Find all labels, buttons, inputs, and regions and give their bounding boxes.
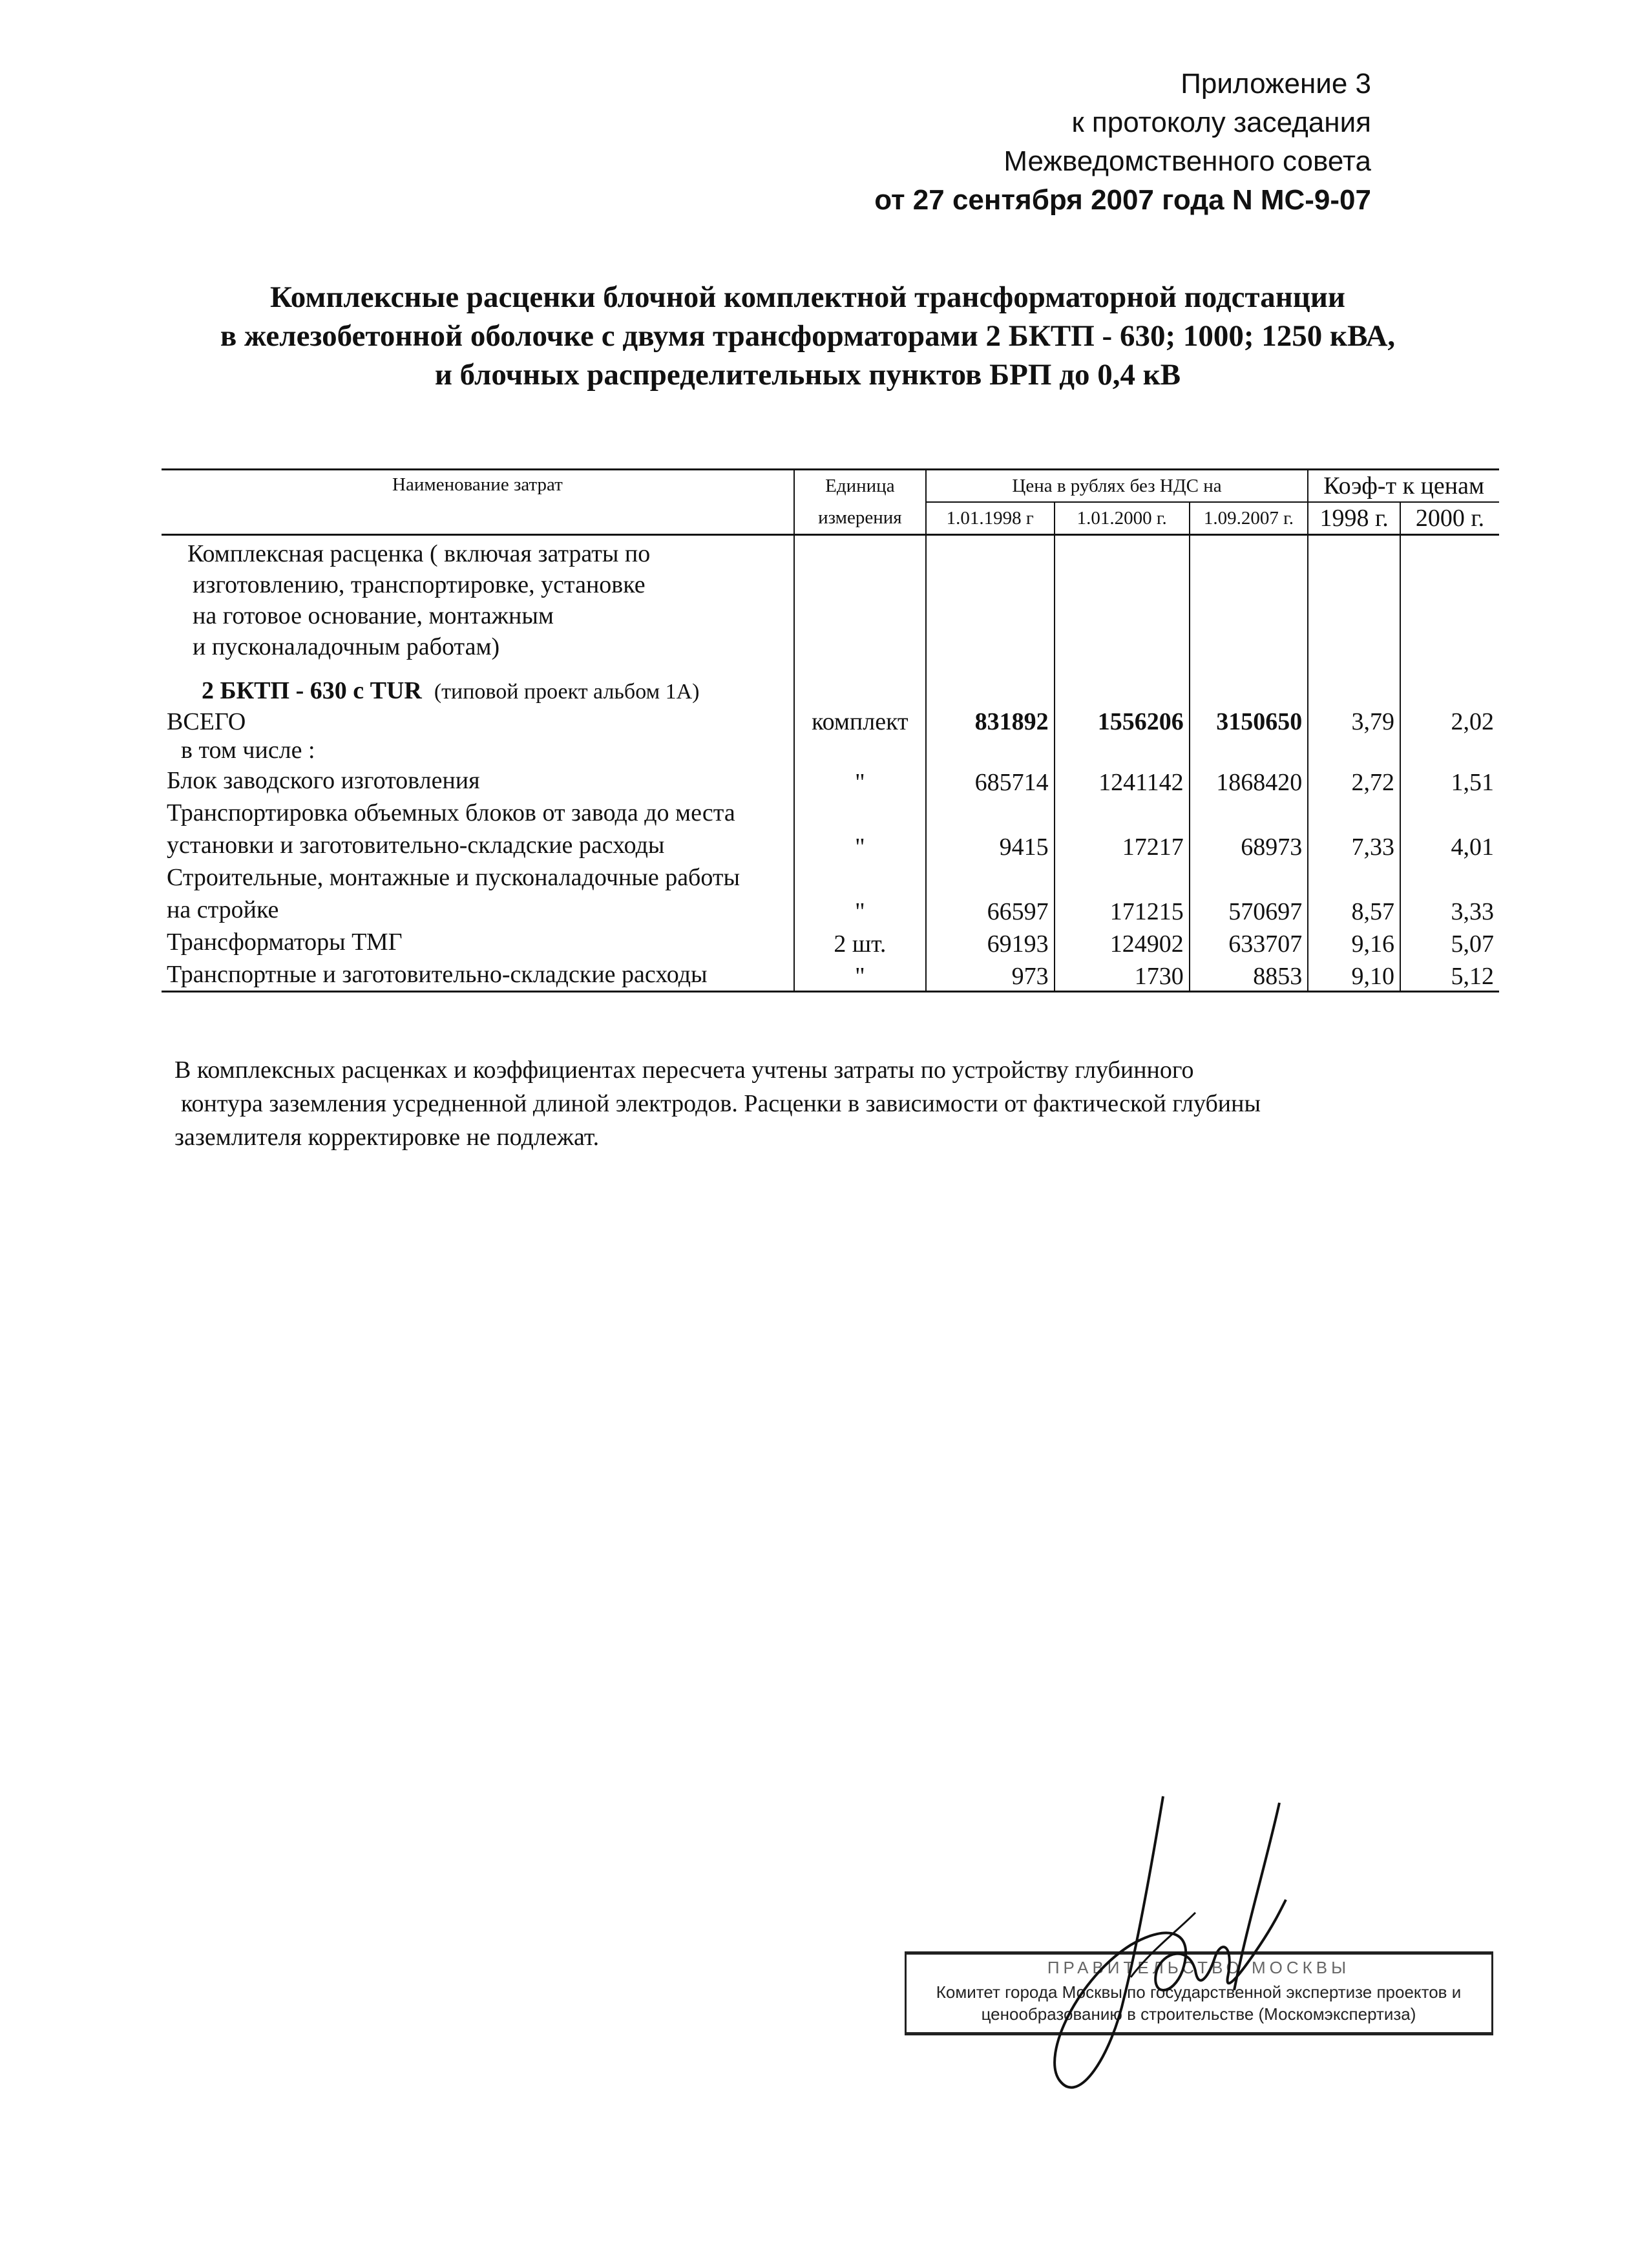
row-unit: 2 шт. <box>794 926 926 958</box>
row-name <box>162 958 794 992</box>
intro-row <box>162 535 1499 708</box>
total-k2000: 2,02 <box>1451 708 1494 735</box>
row-name-line: Строительные, монтажные и пусконаладочные работы <box>167 864 740 891</box>
row-name <box>162 797 794 861</box>
intro-line-1: Комплексная расценка ( включая затраты по <box>187 540 651 567</box>
row-p2007: 633707 <box>1190 926 1308 958</box>
col-name-header: Наименование затрат <box>162 470 794 535</box>
col-unit-header-2: измерения <box>794 502 926 535</box>
row-k1998: 7,33 <box>1308 797 1400 861</box>
table-row <box>162 926 1499 958</box>
row-name-line: Транспортные и заготовительно-складские расходы <box>167 961 708 988</box>
table-row <box>162 797 1499 861</box>
total-p1998: 831892 <box>926 708 1055 736</box>
row-p1998: 685714 <box>926 764 1055 797</box>
row-name <box>162 861 794 926</box>
col-coef-2000: 2000 г. <box>1415 505 1485 532</box>
row-name-line: на стройке <box>167 896 279 923</box>
row-p2000: 171215 <box>1055 861 1190 926</box>
row-k1998: 2,72 <box>1308 764 1400 797</box>
note-line-3: заземлителя корректировке не подлежат. <box>174 1124 600 1151</box>
col-date-2000: 1.01.2000 г. <box>1055 502 1190 535</box>
row-k2000: 3,33 <box>1451 898 1494 925</box>
col-date-1998: 1.01.1998 г <box>926 502 1055 535</box>
note-line-1: В комплексных расценках и коэффициентах пересчета учтены затраты по устройству глубинного <box>174 1056 1194 1084</box>
stamp-line-2: Комитет города Москвы по государственной экспертизе проектов и <box>936 1982 1462 2002</box>
col-price-header: Цена в рублях без НДС на <box>926 470 1308 503</box>
row-k2000: 5,12 <box>1451 963 1494 990</box>
handwritten-signature <box>1002 1783 1325 2119</box>
row-p2007: 570697 <box>1190 861 1308 926</box>
row-name-line: Транспортировка объемных блоков от завода до места <box>167 799 735 826</box>
col-coef-1998: 1998 г. <box>1308 502 1400 535</box>
including-label: в том числе : <box>162 736 794 764</box>
row-p2007: 8853 <box>1190 958 1308 992</box>
stamp-line-3: ценообразованию в строительстве (Москомэкспертиза) <box>981 2004 1416 2024</box>
row-p2000: 124902 <box>1055 926 1190 958</box>
table-row <box>162 958 1499 992</box>
title-line-3: и блочных распределительных пунктов БРП до 0,4 кВ <box>434 358 1181 392</box>
appendix-line-2: к протоколу заседания <box>1071 107 1371 138</box>
row-p2000: 1730 <box>1055 958 1190 992</box>
row-p1998: 973 <box>926 958 1055 992</box>
header-row-1 <box>162 470 1499 503</box>
row-name-line: Блок заводского изготовления <box>167 767 480 794</box>
stamp-line-1: ПРАВИТЕЛЬСТВО МОСКВЫ <box>1047 1958 1350 1977</box>
including-row <box>162 736 1499 764</box>
note-paragraph <box>174 1053 1338 1154</box>
total-row <box>162 708 1499 736</box>
project-note: (типовой проект альбом 1А) <box>434 680 700 704</box>
row-unit: " <box>794 764 926 797</box>
appendix-header <box>874 65 1371 220</box>
total-p2007: 3150650 <box>1190 708 1308 736</box>
intro-cell <box>162 535 794 708</box>
row-k1998: 9,10 <box>1308 958 1400 992</box>
row-p1998: 69193 <box>926 926 1055 958</box>
row-name-line: установки и заготовительно-складские расходы <box>167 832 665 859</box>
title-line-2: в железобетонной оболочке с двумя трансформаторами 2 БКТП - 630; 1000; 1250 кВА, <box>220 319 1396 353</box>
document-title <box>162 278 1454 394</box>
total-unit: комплект <box>794 708 926 736</box>
row-unit: " <box>794 958 926 992</box>
row-unit: " <box>794 797 926 861</box>
row-name <box>162 764 794 797</box>
table-row <box>162 764 1499 797</box>
note-line-2: контура заземления усредненной длиной электродов. Расценки в зависимости от фактической глубины <box>181 1090 1261 1117</box>
intro-line-4: и пусконаладочным работам) <box>193 633 500 660</box>
col-coef-header: Коэф-т к ценам <box>1308 470 1499 503</box>
row-k1998: 9,16 <box>1308 926 1400 958</box>
row-p2000: 1241142 <box>1055 764 1190 797</box>
row-k2000: 5,07 <box>1451 930 1494 958</box>
title-line-1: Комплексные расценки блочной комплектной трансформаторной подстанции <box>269 280 1346 314</box>
row-p2000: 17217 <box>1055 797 1190 861</box>
intro-line-2: изготовлению, транспортировке, установке <box>193 571 646 598</box>
project-name: 2 БКТП - 630 с TUR <box>202 677 422 704</box>
row-p2007: 1868420 <box>1190 764 1308 797</box>
row-p2007: 68973 <box>1190 797 1308 861</box>
col-date-2007: 1.09.2007 г. <box>1190 502 1308 535</box>
row-k1998: 8,57 <box>1308 861 1400 926</box>
row-k2000: 4,01 <box>1451 834 1494 861</box>
appendix-line-4: от 27 сентября 2007 года N МС-9-07 <box>874 184 1371 216</box>
row-p1998: 66597 <box>926 861 1055 926</box>
col-unit-header-1: Единица <box>794 470 926 503</box>
total-k1998: 3,79 <box>1308 708 1400 736</box>
appendix-line-1: Приложение 3 <box>1181 68 1371 100</box>
price-table <box>162 468 1499 992</box>
row-name-line: Трансформаторы ТМГ <box>167 929 403 956</box>
total-name: ВСЕГО <box>162 708 794 736</box>
appendix-line-3: Межведомственного совета <box>1003 145 1371 177</box>
row-name <box>162 926 794 958</box>
row-p1998: 9415 <box>926 797 1055 861</box>
table-row <box>162 861 1499 926</box>
row-unit: " <box>794 861 926 926</box>
row-k2000: 1,51 <box>1451 769 1494 796</box>
intro-line-3: на готовое основание, монтажным <box>193 602 554 629</box>
total-p2000: 1556206 <box>1055 708 1190 736</box>
